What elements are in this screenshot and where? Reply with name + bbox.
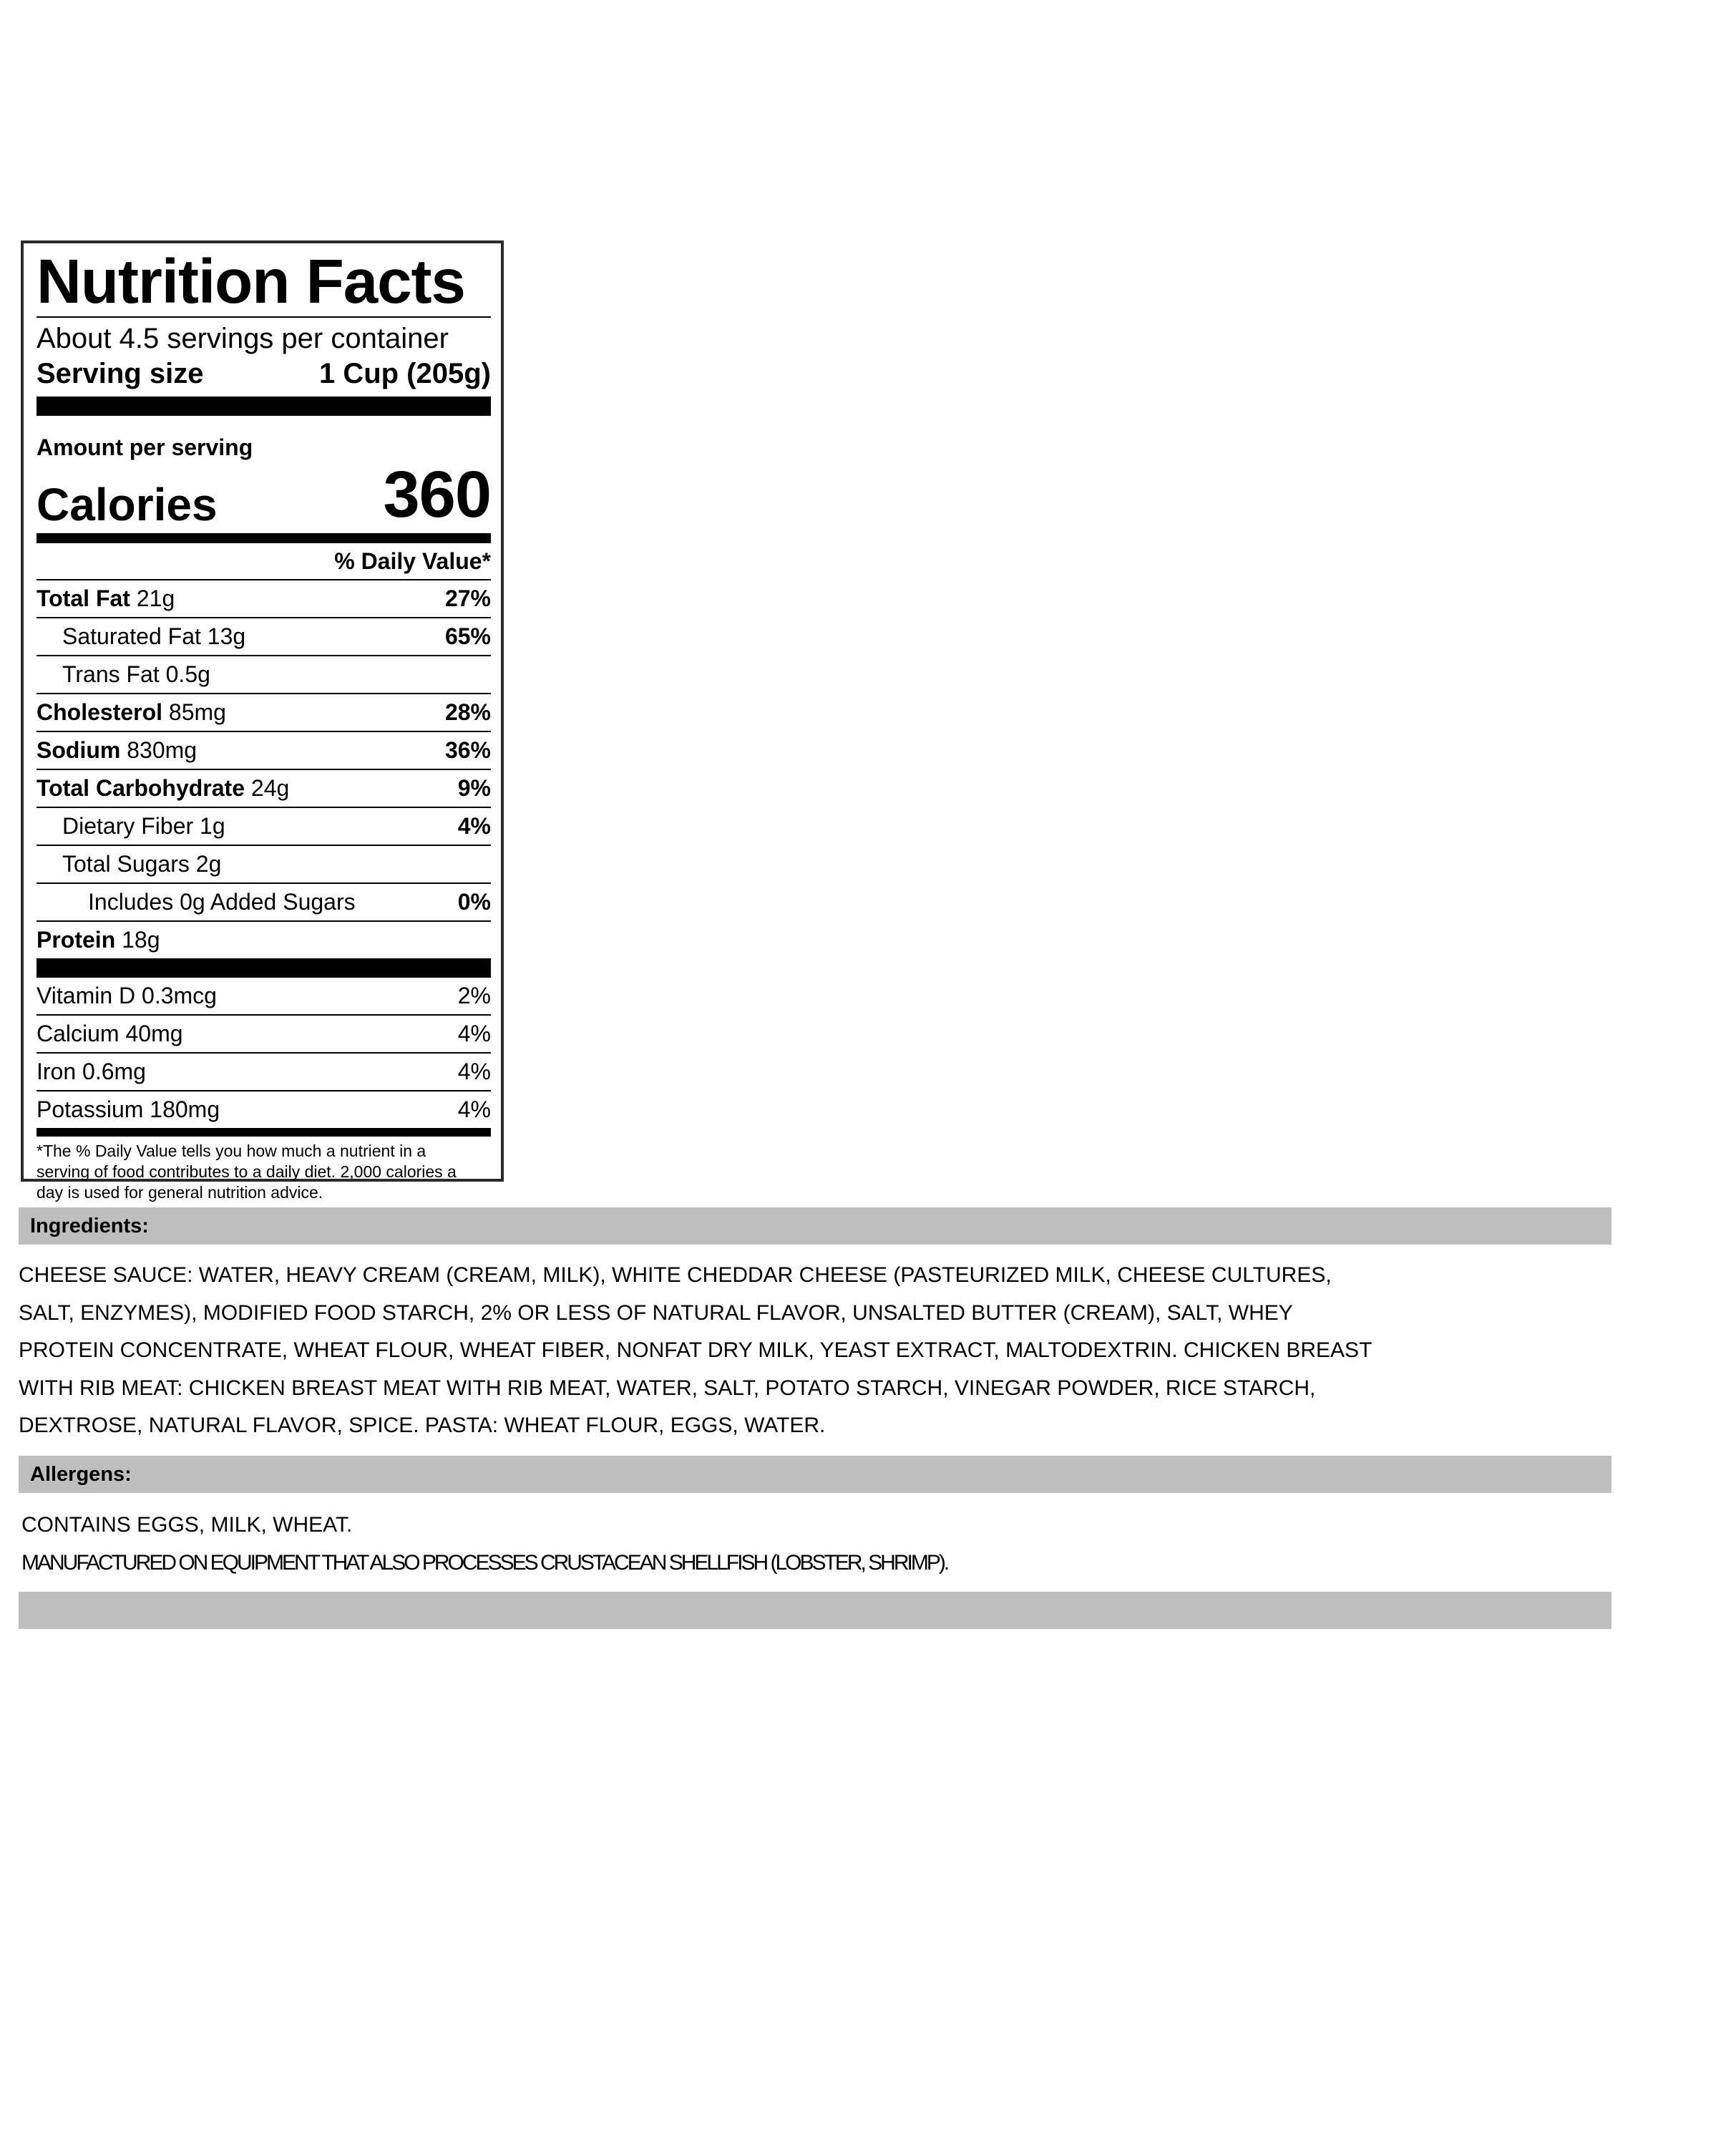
vitamin-amount: 0.3mcg — [142, 983, 217, 1008]
serving-size-row — [36, 356, 491, 397]
nutrient-dv: 4% — [457, 813, 491, 839]
nutrition-facts-panel — [21, 240, 504, 1202]
vitamin-row-vitamin-d — [36, 978, 491, 1016]
nutrient-row-trans-fat — [36, 656, 491, 694]
nutrient-dv: 9% — [457, 775, 491, 801]
allergens-text — [21, 1507, 947, 1582]
thick-divider — [36, 397, 491, 416]
nutrient-row-dietary-fiber — [36, 808, 491, 846]
allergens-heading-bar — [19, 1456, 1611, 1493]
ingredients-line: CHEESE SAUCE: WATER, HEAVY CREAM (CREAM, MILK), WHITE CHEDDAR CHEESE (PASTEURIZED MILK, CHEESE CULTURES, — [19, 1263, 1332, 1287]
nutrient-row-saturated-fat — [36, 618, 491, 656]
nutrient-amount: 1g — [200, 813, 225, 839]
ingredients-heading: Ingredients: — [30, 1215, 149, 1237]
footnote-line: day is used for general nutrition advice. — [36, 1183, 323, 1202]
calories-label: Calories — [36, 479, 218, 530]
medium-divider — [36, 1128, 491, 1137]
ingredients-text — [19, 1257, 1372, 1445]
divider — [36, 316, 491, 318]
nutrient-amount: 0.5g — [165, 661, 210, 687]
nutrient-name: Total Sugars — [62, 851, 190, 877]
vitamin-name: Vitamin D — [36, 983, 136, 1008]
nutrient-name: Sodium — [36, 737, 121, 763]
nutrient-dv: 36% — [444, 737, 491, 763]
nutrient-dv: 27% — [444, 585, 491, 611]
allergens-manufactured: MANUFACTURED ON EQUIPMENT THAT ALSO PROCESSES CRUSTACEAN SHELLFISH (LOBSTER, SHRIMP). — [21, 1550, 948, 1575]
nutrient-row-sodium — [36, 732, 491, 770]
nutrient-row-total-fat — [36, 580, 491, 618]
nutrient-amount: 830mg — [127, 737, 198, 763]
nutrient-amount: 24g — [250, 775, 290, 801]
medium-divider — [36, 533, 491, 543]
nutrient-row-cholesterol — [36, 694, 491, 732]
calories-row — [36, 458, 491, 533]
nutrient-dv: 0% — [457, 889, 491, 915]
daily-value-footnote — [36, 1137, 491, 1203]
nutrient-amount: 2g — [195, 851, 222, 877]
amount-per-serving: Amount per serving — [36, 434, 253, 460]
nutrient-name: Total Fat — [36, 585, 130, 611]
daily-value-header: % Daily Value* — [36, 543, 491, 580]
nutrient-dv: 28% — [444, 699, 491, 725]
nutrient-amount: 18g — [122, 927, 160, 953]
vitamin-name: Iron — [36, 1059, 77, 1084]
nutrient-row-protein — [36, 922, 491, 958]
vitamin-amount: 0.6mg — [82, 1059, 146, 1084]
vitamin-row-potassium — [36, 1091, 491, 1128]
nutrition-facts-title: Nutrition Facts — [36, 247, 465, 316]
vitamin-dv: 4% — [457, 1059, 491, 1084]
allergens-heading: Allergens: — [30, 1463, 132, 1486]
nutrient-name: Cholesterol — [36, 699, 163, 725]
nutrient-amount: 85mg — [168, 699, 226, 725]
vitamin-name: Calcium — [36, 1021, 120, 1046]
ingredients-line: DEXTROSE, NATURAL FLAVOR, SPICE. PASTA: WHEAT FLOUR, EGGS, WATER. — [19, 1414, 826, 1437]
serving-size-value: 1 Cup (205g) — [318, 358, 491, 389]
vitamin-name: Potassium — [36, 1096, 144, 1122]
footer-bar — [19, 1592, 1611, 1629]
nutrient-dv: 65% — [444, 623, 491, 649]
nutrient-row-added-sugars — [36, 884, 491, 922]
nutrient-amount: 21g — [136, 585, 175, 611]
servings-per-container: About 4.5 servings per container — [36, 323, 449, 354]
ingredients-line: SALT, ENZYMES), MODIFIED FOOD STARCH, 2% OR LESS OF NATURAL FLAVOR, UNSALTED BUTTER (CREAM), SALT, WHEY — [19, 1300, 1293, 1325]
nutrient-name: Dietary Fiber — [62, 813, 194, 839]
nutrient-row-total-carbohydrate — [36, 770, 491, 808]
nutrient-name: Trans Fat — [62, 661, 160, 687]
allergens-contains: CONTAINS EGGS, MILK, WHEAT. — [21, 1513, 353, 1537]
footnote-line: *The % Daily Value tells you how much a nutrient in a — [36, 1142, 426, 1160]
ingredients-heading-bar — [19, 1207, 1611, 1245]
vitamin-row-calcium — [36, 1016, 491, 1054]
nutrient-name: Protein — [36, 927, 116, 953]
thick-divider — [36, 958, 491, 978]
vitamin-dv: 2% — [457, 983, 491, 1008]
vitamin-row-iron — [36, 1054, 491, 1091]
nutrient-name: Includes 0g Added Sugars — [88, 889, 356, 915]
vitamin-amount: 40mg — [125, 1021, 183, 1046]
footnote-line: serving of food contributes to a daily diet. 2,000 calories a — [36, 1162, 457, 1181]
nutrient-row-total-sugars — [36, 846, 491, 884]
ingredients-line: PROTEIN CONCENTRATE, WHEAT FLOUR, WHEAT FIBER, NONFAT DRY MILK, YEAST EXTRACT, MALTODEXTRIN. CHICKEN BREAST — [19, 1338, 1372, 1362]
vitamin-dv: 4% — [457, 1096, 491, 1122]
vitamin-dv: 4% — [457, 1021, 491, 1046]
serving-size-label: Serving size — [36, 358, 204, 389]
nutrient-name: Total Carbohydrate — [36, 775, 245, 801]
nutrient-name: Saturated Fat — [62, 623, 201, 649]
nutrient-amount: 13g — [207, 623, 246, 649]
vitamin-amount: 180mg — [150, 1096, 220, 1122]
ingredients-line: WITH RIB MEAT: CHICKEN BREAST MEAT WITH RIB MEAT, WATER, SALT, POTATO STARCH, VINEGAR POWDER, RICE STARCH, — [19, 1376, 1316, 1400]
calories-value: 360 — [383, 458, 491, 531]
